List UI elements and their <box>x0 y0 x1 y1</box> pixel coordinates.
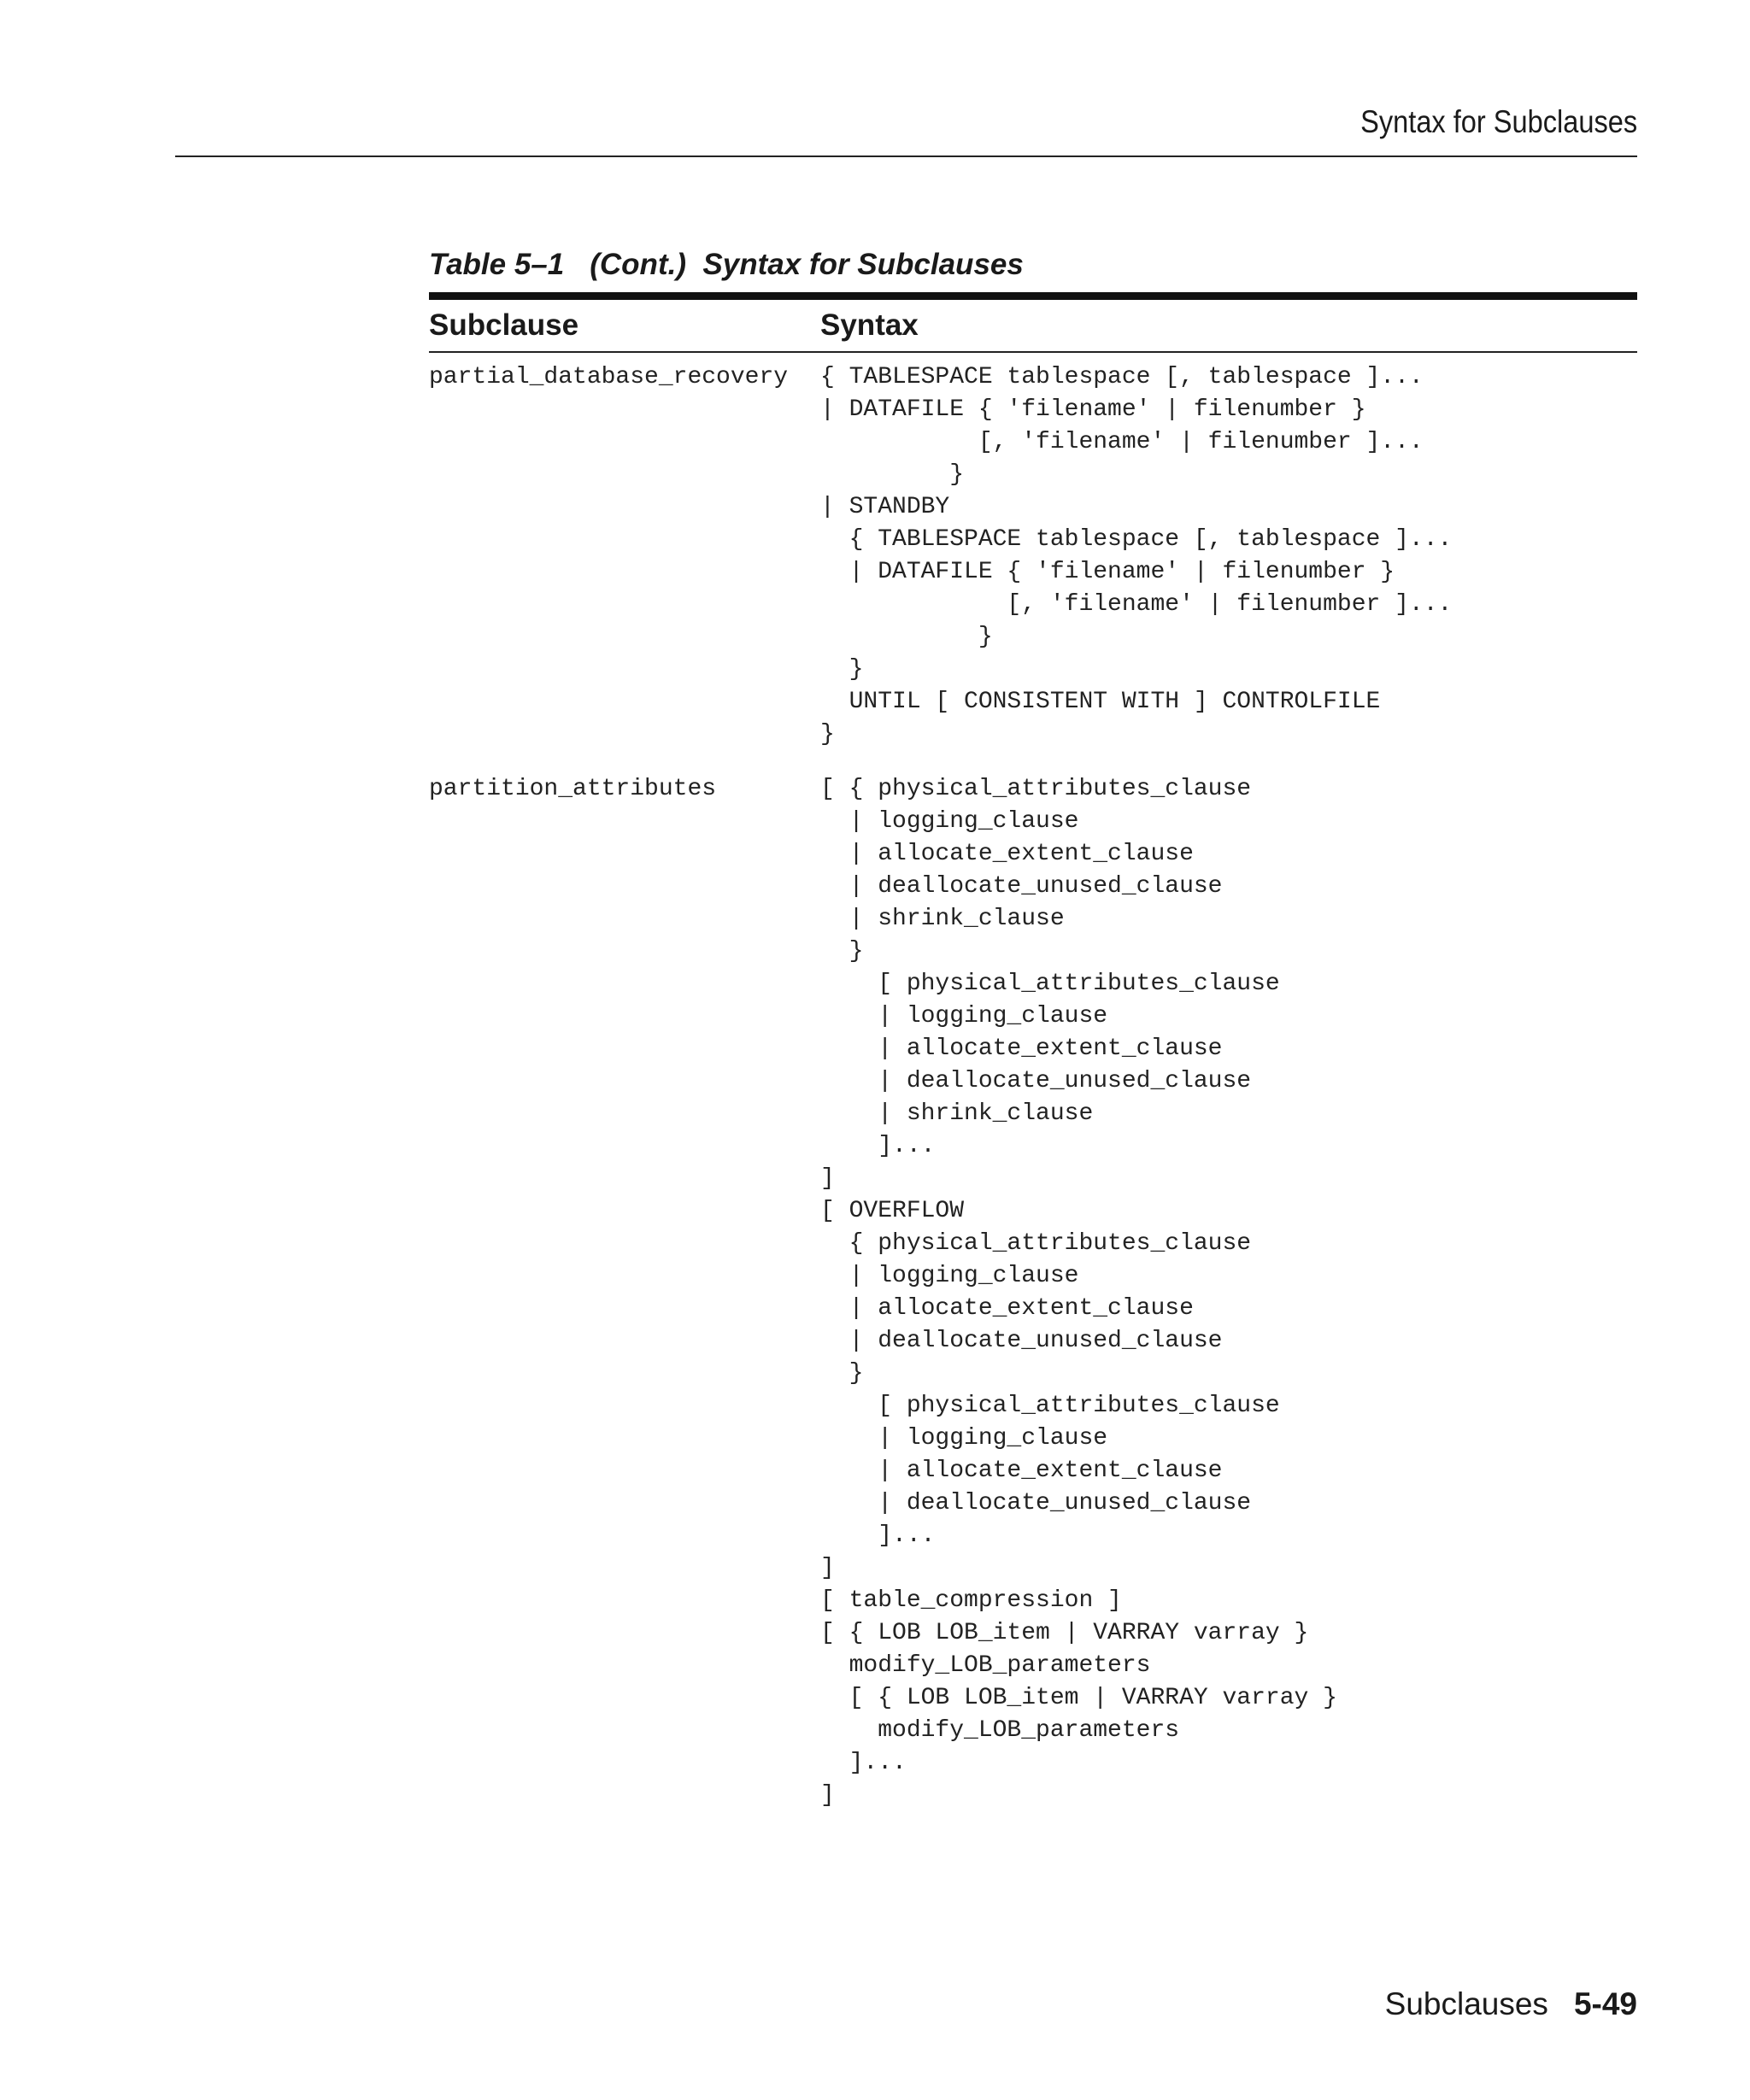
syntax-line: | shrink_clause <box>820 906 1065 932</box>
syntax-line: [ { LOB LOB_item | VARRAY varray } <box>820 1620 1309 1646</box>
table-row <box>429 773 1637 1812</box>
syntax-block <box>820 773 1637 1812</box>
syntax-line: ]... <box>820 1750 907 1776</box>
syntax-line: | allocate_extent_clause <box>820 841 1194 867</box>
syntax-line: } <box>820 721 835 748</box>
footer-section: Subclauses <box>1384 1986 1548 2021</box>
syntax-line: | allocate_extent_clause <box>820 1035 1223 1062</box>
subclause-name: partition_attributes <box>429 776 717 802</box>
syntax-line: } <box>820 1360 864 1387</box>
syntax-line: [ OVERFLOW <box>820 1198 965 1224</box>
syntax-line: | DATAFILE { 'filename' | filenumber } <box>820 559 1395 585</box>
syntax-line: | deallocate_unused_clause <box>820 1490 1252 1516</box>
syntax-block <box>820 361 1637 751</box>
header-rule <box>175 155 1637 157</box>
syntax-line: ]... <box>820 1133 936 1159</box>
syntax-line: | logging_clause <box>820 1425 1108 1452</box>
footer-page-number: 5-49 <box>1573 1986 1637 2021</box>
table-caption-number: Table 5–1 <box>429 248 565 281</box>
syntax-line: | shrink_clause <box>820 1100 1094 1127</box>
syntax-line: | deallocate_unused_clause <box>820 873 1223 900</box>
syntax-line: | logging_clause <box>820 808 1079 835</box>
syntax-line: } <box>820 461 965 488</box>
table-top-rule <box>429 292 1637 300</box>
syntax-line: [, 'filename' | filenumber ]... <box>820 429 1424 455</box>
running-head-title: Syntax for Subclauses <box>1360 104 1637 139</box>
syntax-line: ] <box>820 1165 835 1192</box>
table-caption-title: (Cont.) Syntax for Subclauses <box>590 248 1024 281</box>
syntax-line: [ physical_attributes_clause <box>820 1393 1280 1419</box>
syntax-line: ]... <box>820 1522 936 1549</box>
syntax-line: [ { LOB LOB_item | VARRAY varray } <box>820 1685 1337 1711</box>
syntax-line: UNTIL [ CONSISTENT WITH ] CONTROLFILE <box>820 689 1381 715</box>
syntax-line: } <box>820 624 993 650</box>
syntax-line: { TABLESPACE tablespace [, tablespace ]... <box>820 364 1424 390</box>
syntax-line: [ { physical_attributes_clause <box>820 776 1252 802</box>
page-footer <box>1385 1986 1637 2022</box>
syntax-line: | deallocate_unused_clause <box>820 1328 1223 1354</box>
syntax-line: | allocate_extent_clause <box>820 1458 1223 1484</box>
syntax-line: ] <box>820 1555 835 1581</box>
table-caption <box>429 248 1637 292</box>
syntax-line: | logging_clause <box>820 1263 1079 1289</box>
syntax-line: [ table_compression ] <box>820 1587 1122 1614</box>
syntax-line: | deallocate_unused_clause <box>820 1068 1252 1094</box>
syntax-line: } <box>820 938 864 965</box>
syntax-line: | allocate_extent_clause <box>820 1295 1194 1322</box>
column-header-syntax: Syntax <box>820 308 919 342</box>
table-row <box>429 361 1637 751</box>
table-body <box>429 353 1637 1812</box>
subclause-name: partial_database_recovery <box>429 364 789 390</box>
syntax-line: ] <box>820 1782 835 1809</box>
column-header-subclause: Subclause <box>429 308 579 342</box>
syntax-line: | DATAFILE { 'filename' | filenumber } <box>820 396 1366 423</box>
syntax-line: | STANDBY <box>820 494 950 520</box>
syntax-line: { TABLESPACE tablespace [, tablespace ]... <box>820 526 1453 553</box>
syntax-line: modify_LOB_parameters <box>820 1717 1180 1744</box>
syntax-line: modify_LOB_parameters <box>820 1652 1151 1679</box>
syntax-line: { physical_attributes_clause <box>820 1230 1252 1257</box>
syntax-line: [ physical_attributes_clause <box>820 971 1280 997</box>
syntax-table <box>429 248 1637 1834</box>
syntax-line: | logging_clause <box>820 1003 1108 1029</box>
syntax-line: } <box>820 656 864 683</box>
syntax-line: [, 'filename' | filenumber ]... <box>820 591 1453 618</box>
table-header-row <box>429 300 1637 351</box>
